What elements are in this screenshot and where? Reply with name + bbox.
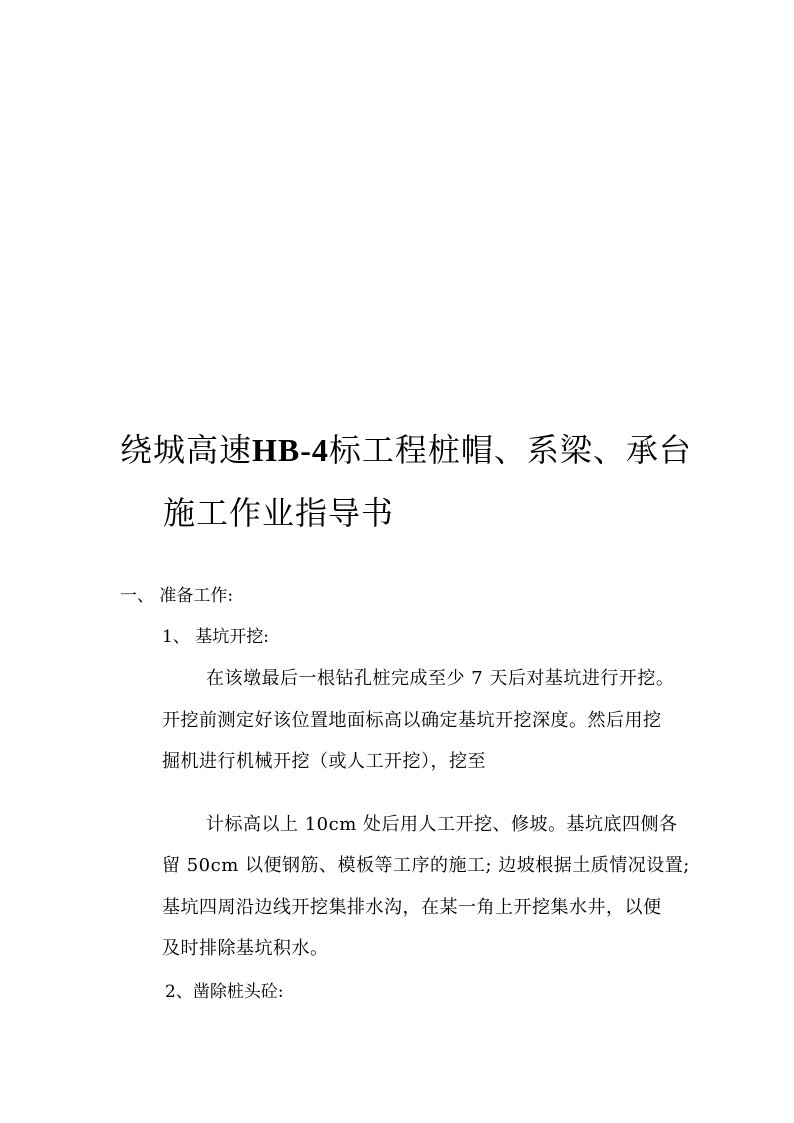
subsection-heading-excavation: 1、 基坑开挖: bbox=[162, 627, 269, 647]
document-title-line-2: 施工作业指导书 bbox=[163, 494, 395, 532]
section-heading-preparation: 一、 准备工作: bbox=[120, 586, 234, 606]
paragraph-line: 基坑四周沿边线开挖集排水沟，在某一角上开挖集水井，以便 bbox=[162, 897, 662, 918]
paragraph-line: 留 50cm 以便钢筋、模板等工序的施工; 边坡根据土质情况设置; bbox=[162, 855, 690, 876]
subsection-heading-pile-head: 2、凿除桩头砼: bbox=[165, 982, 284, 1002]
paragraph-line: 在该墩最后一根钻孔桩完成至少 7 天后对基坑进行开挖。 bbox=[206, 668, 675, 689]
paragraph-line: 计标高以上 10cm 处后用人工开挖、修坡。基坑底四侧各 bbox=[206, 814, 678, 835]
paragraph-line: 开挖前测定好该位置地面标高以确定基坑开挖深度。然后用挖 bbox=[162, 710, 662, 731]
paragraph-line: 及时排除基坑积水。 bbox=[162, 938, 329, 959]
paragraph-line: 掘机进行机械开挖（或人工开挖），挖至 bbox=[162, 751, 486, 772]
document-title-line-1: 绕城高速HB-4标工程桩帽、系梁、承台 bbox=[120, 431, 692, 469]
